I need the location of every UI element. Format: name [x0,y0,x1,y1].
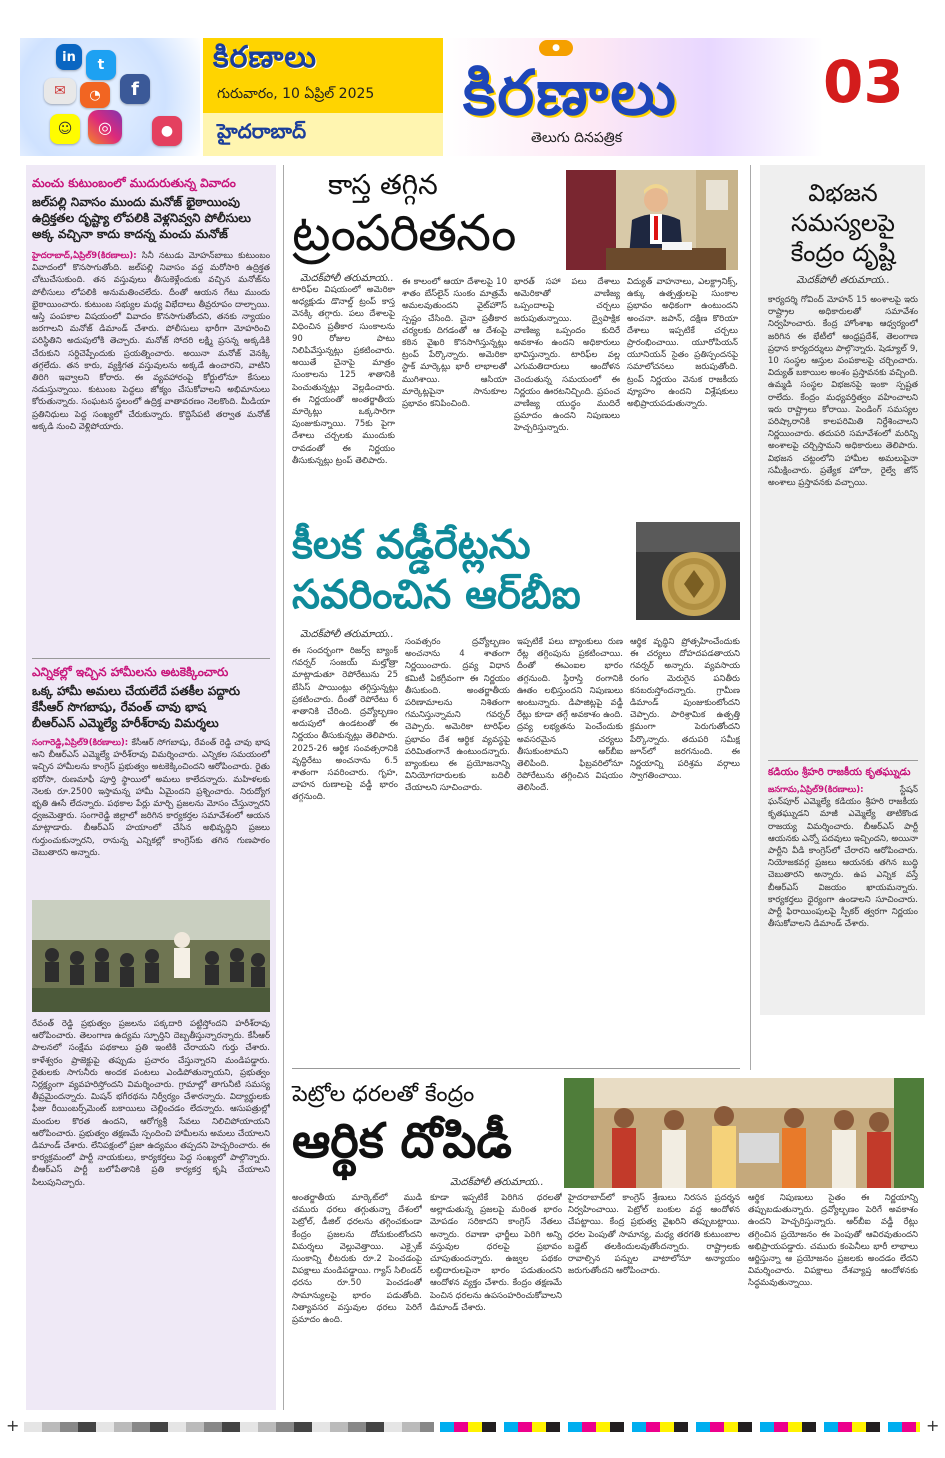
rbi-column-1: ఈ సందర్భంగా రిజర్వ్ బ్యాంక్ గవర్నర్ సంజయ్ మల్హోత్రా మాట్లాడుతూ రెపోరేటును 25 బేసిస్ పాయింట్లు తగ్గిస్తున్నట్లు ప్రకటించారు. దీంతో రెపోరేటు 6 శాతానికి చేరింది. ద్రవ్యోల్బణం అదుపులో ఉండటంతో ఈ నిర్ణయం తీసుకున్నట్లు తెలిపారు. 2025-26 ఆర్థిక సంవత్సరానికి వృద్ధిరేటు అంచనాను 6.5 శాతంగా సవరించారు. గృహ, వాహన రుణాలపై వడ్డీ భారం తగ్గనుంది. [292,646,398,803]
rss-icon: ◔ [80,82,110,108]
story-body-text: కేసీఆర్ సోగబాషు, రేవంత్ రెడ్డి చావు భాష అని బీఆర్ఎస్ ఎమ్మెల్యే హరీశ్‌రావు విమర్శించారు. ఎన్నికల సమయంలో ఇచ్చిన హామీలను కాంగ్రెస్ ప్రభుత్వం అటకెక్కించిందని ఆరోపించారు. రైతు భరోసా, రుణమాఫీ పూర్తి స్థాయిలో అమలు కాలేదన్నారు. మహిళలకు నెలకు రూ.2500 ఇస్తామన్న హామీ ఏమైందని ప్రశ్నించారు. నిరుద్యోగ భృతి ఊసే లేదన్నారు. పథకాల పేర్లు మార్చి ప్రజలను మోసం చేస్తున్నారని ధ్వజమెత్తారు. సంగారెడ్డి జిల్లాలో జరిగిన కార్యకర్తల సమావేశంలో ఆయన మాట్లాడారు. బీఆర్ఎస్ హయాంలో చేసిన అభివృద్ధిని ప్రజలు గుర్తుంచుకున్నారని, రానున్న ఎన్నికల్లో కాంగ్రెస్‌కు తగిన గుణపాఠం చెబుతారని అన్నారు. [32,738,270,858]
headline-small: కాస్త తగ్గిన [328,168,438,201]
instagram-icon: ◎ [88,110,122,144]
masthead [20,38,925,156]
rbi-column-4: ఆర్థిక వృద్ధిని ప్రోత్సహించేందుకు ఈ చర్యలు దోహదపడతాయని గవర్నర్ అన్నారు. వ్యవసాయ రంగం మెరుగైన పనితీరు కనబరుస్తోందన్నారు. గ్రామీణ డిమాండ్ పుంజుకుంటోందని చెప్పారు. పారిశ్రామిక ఉత్పత్తి క్రమంగా పెరుగుతోందని పేర్కొన్నారు. తదుపరి సమీక్ష జూన్‌లో జరగనుంది. ఈ నిర్ణయాన్ని పరిశ్రమ వర్గాలు స్వాగతించాయి. [630,637,740,782]
story-kicker: ఎన్నికల్లో ఇచ్చిన హామీలను అటకెక్కించారు [32,665,229,679]
story-kicker: మంచు కుటుంబంలో ముదురుతున్న వివాదం [32,176,236,190]
logo-badge: ● [539,40,573,56]
headline-line-3: కేంద్రం దృష్టి [790,239,896,267]
story-petrol-headline [292,1080,562,1172]
edition-city: హైదరాబాద్ [217,119,307,143]
story-trump-headline [292,168,562,264]
meeting-photo [32,900,270,1012]
divider [292,1068,740,1069]
temple-event-photo [564,1078,924,1188]
story-dateline: హైదరాబాద్,ఏప్రిల్9(కిరణాలు): [32,251,137,261]
deck-line-3: బీఆర్ఎస్ ఎమ్మెల్యే హరీశ్‌రావు విమర్శలు [32,716,219,730]
column-rule [283,165,284,1410]
story-harish-rao-continued [32,1018,270,1402]
story-rbi-headline [292,520,632,620]
snapchat-icon: ☺ [50,114,80,144]
small-logo: కిరణాలు [213,40,318,75]
newspaper-tagline: తెలుగు దినపత్రిక [531,130,623,146]
trump-byline: మెదక్‌పోలీ తరుమాయ.. [300,273,394,284]
story-body [32,250,270,647]
story-body-text: రేవంత్ రెడ్డి ప్రభుత్వం ప్రజలను పక్కదారి పట్టిస్తోందని హరీశ్‌రావు ఆరోపించారు. తెలంగాణ ఉద్యమ స్ఫూర్తిని దెబ్బతీస్తున్నారన్నారు. కేసీఆర్ పాలనలో సంక్షేమ పథకాలు ప్రతి ఇంటికి చేరాయని గుర్తు చేశారు. కాళేశ్వరం ప్రాజెక్టుపై తప్పుడు ప్రచారం చేస్తున్నారని మండిపడ్డారు. రైతులకు సాగునీరు అందక పంటలు ఎండిపోతున్నాయని, ప్రభుత్వం నిర్లక్ష్యంగా వ్యవహరిస్తోందని విమర్శించారు. గ్రామాల్లో తాగునీటి సమస్య తీవ్రమైందన్నారు. మిషన్ భగీరథను నిర్వీర్యం చేశారన్నారు. విద్యార్థులకు ఫీజు రీయింబర్స్‌మెంట్ బకాయిలు చెల్లించడం లేదన్నారు. ఆసుపత్రుల్లో మందుల కొరత ఉందని, ఆరోగ్యశ్రీ సేవలు నిలిచిపోయాయని ఆరోపించారు. ప్రభుత్వం తక్షణమే స్పందించి హామీలను అమలు చేయాలని డిమాండ్ చేశారు. లేనిపక్షంలో ప్రజా ఉద్యమం తప్పదని హెచ్చరించారు. ఈ కార్యక్రమంలో పార్టీ నాయకులు, కార్యకర్తలు పెద్ద సంఖ్యలో పాల్గొన్నారు. బీఆర్ఎస్ పార్టీ బలోపేతానికి ప్రతి కార్యకర్త కృషి చేయాలని పిలుపునిచ్చారు. [32,1019,270,1188]
linkedin-icon: in [56,44,82,70]
page-number: 03 [823,48,904,116]
story-byline: మెదక్‌పోలీ తరుమాయ.. [796,275,890,286]
petrol-byline: మెదక్‌పోలీ తరుమాయ.. [450,1177,544,1188]
story-kadiyam [768,766,918,1019]
divider [768,760,918,761]
deck-line-2: ఉద్రిక్తతల దృష్ట్యా లోపలికి వెళ్లనివ్వని పోలీసులు [32,211,251,225]
social-icons-cluster [20,38,200,156]
rbi-byline: మెదక్‌పోలీ తరుమాయ.. [300,629,394,640]
story-body-text: సినీ నటుడు మోహన్‌బాబు కుటుంబం వివాదంలో కొనసాగుతోంది. జల్‌పల్లి నివాసం వద్ద మరోసారి ఉద్రిక్తత చోటుచేసుకుంది. తన వస్తువులు తీసుకెళ్లేందుకు వచ్చిన మనోజ్‌ను పోలీసులు లోపలికి అనుమతించలేదు. దీంతో ఆయన గేటు ముందు భైఠాయించారు. కుటుంబ సభ్యుల మధ్య విభేదాలు తీవ్రరూపం దాల్చాయి. ఆస్తి పంపకాల విషయంలో వివాదం కొనసాగుతోందని, తనకు న్యాయం జరగాలని మనోజ్ డిమాండ్ చేశారు. పోలీసులు భారీగా మోహరించి పరిస్థితిని అదుపులోకి తెచ్చారు. మనోజ్ సోదరి లక్ష్మి ప్రసన్న అక్కడికి చేరుకుని సర్దిచెప్పేందుకు ప్రయత్నించారు. అయినా మనోజ్ వెనక్కి తగ్గలేదు. తన కారు, వ్యక్తిగత వస్తువులను అక్కడే ఉంచారని, వాటిని తిరిగి ఇవ్వాలని కోరారు. ఈ వ్యవహారంపై కోర్టులోనూ కేసులు నడుస్తున్నాయి. కుటుంబ పెద్దలు జోక్యం చేసుకోవాలని అభిమానులు కోరుతున్నారు. సంఘటన స్థలంలో ఉద్రిక్త వాతావరణం నెలకొంది. మీడియా ప్రతినిధులు పెద్ద సంఖ్యలో చేరుకున్నారు. కొద్దిసేపటి తర్వాత మనోజ్ అక్కడి నుంచి వెళ్లిపోయారు. [32,251,270,432]
story-harish-rao [32,664,270,877]
trump-column-4: విద్యుత్ వాహనాలు, ఎలక్ట్రానిక్స్, ఉక్కు ఉత్పత్తులపై సుంకాల ప్రభావం అధికంగా ఉంటుందని అంచనా. జపాన్, దక్షిణ కొరియా దేశాలు ఇప్పటికే చర్చలు ప్రారంభించాయి. యూరోపియన్ యూనియన్ సైతం ప్రతిస్పందనపై సమాలోచనలు జరుపుతోంది. ట్రంప్ నిర్ణయం వెనుక రాజకీయ వ్యూహం ఉందని విశ్లేషకులు అభిప్రాయపడుతున్నారు. [627,277,738,410]
headline-line-2: సవరించిన ఆర్‌బీఐ [292,572,581,618]
twitter-icon: t [86,50,116,80]
trump-column-3: భారత్ సహా పలు దేశాలు అమెరికాతో వాణిజ్య ఒప్పందాలపై చర్చలు జరుపుతున్నాయి. ద్వైపాక్షిక వాణిజ్య ఒప్పందం కుదిరే అవకాశం ఉందని అధికారులు భావిస్తున్నారు. టారిఫ్‌ల వల్ల ఎగుమతిదారులు ఆందోళన చెందుతున్న సమయంలో ఈ నిర్ణయం ఊరటనిచ్చింది. ప్రపంచ వాణిజ్య యుద్ధం ముదిరే ప్రమాదం ఉందని నిపుణులు హెచ్చరిస్తున్నారు. [514,277,620,434]
trump-signing-photo [566,170,738,270]
column-rule [750,165,751,1070]
petrol-column-2: కూడా ఇప్పటికే పెరిగిన ధరలతో అల్లాడుతున్న ప్రజలపై మరింత భారం మోపడం సరికాదని కాంగ్రెస్ నేతలు అన్నారు. రవాణా ఛార్జీలు పెరిగి అన్ని వస్తువుల ధరలపై ప్రభావం చూపుతుందన్నారు. ఉజ్వల పథకం లబ్ధిదారులపైనా భారం పడుతుందని ఆందోళన వ్యక్తం చేశారు. కేంద్రం తక్షణమే పెంచిన ధరలను ఉపసంహరించుకోవాలని డిమాండ్ చేశారు. [430,1193,562,1313]
story-manchu-family [32,175,270,647]
deck-line-2: కేసీఆర్ సొగబాషు, రేవంత్ చావు భాష [32,700,207,714]
headline-line-1: పెట్రోల ధరలతో కేంద్రం [292,1082,475,1107]
headline-line-2: సమస్యలపై [791,209,895,237]
city-box [203,113,443,156]
story-dateline: సంగారెడ్డి,ఏప్రిల్9(కిరణాలు): [32,738,129,748]
story-dateline: జనగామ,ఏప్రిల్9(కిరణాలు): [768,785,864,795]
story-body [32,737,270,877]
divider [32,658,270,659]
facebook-icon: f [120,74,150,104]
story-bifurcation [768,178,918,744]
deck-line-3: అక్క వచ్చినా కాదు కాదన్న మంచు మనోజ్ [32,227,228,241]
color-bar [440,1422,920,1432]
rbi-column-2: సంవత్సరం ద్రవ్యోల్బణం అంచనాను 4 శాతంగా నిర్ణయించారు. ద్రవ్య విధాన కమిటీ ఏకగ్రీవంగా ఈ నిర్ణయం తీసుకుంది. అంతర్జాతీయ పరిణామాలను నిశితంగా గమనిస్తున్నామని గవర్నర్ చెప్పారు. అమెరికా టారిఫ్‌ల ప్రభావం దేశ ఆర్థిక వ్యవస్థపై పరిమితంగానే ఉంటుందన్నారు. బ్యాంకులు ఈ ప్రయోజనాన్ని వినియోగదారులకు బదిలీ చేయాలని సూచించారు. [405,637,510,794]
issue-date: గురువారం, 10 ఏప్రిల్ 2025 [217,86,375,102]
registration-mark-icon: + [926,1416,940,1435]
story-body-text: కార్యదర్శి గోవింద్ మోహన్ 15 అంశాలపై ఇరు రాష్ట్రాల అధికారులతో సమావేశం నిర్వహించారు. కేంద్ర హోంశాఖ ఆధ్వర్యంలో జరిగిన ఈ భేటీలో ఆంధ్రప్రదేశ్, తెలంగాణ ప్రధాన కార్యదర్శులు పాల్గొన్నారు. షెడ్యూల్ 9, 10 సంస్థల ఆస్తుల పంపకాలపై చర్చించారు. విద్యుత్ బకాయిల అంశం ప్రస్తావనకు వచ్చింది. ఉమ్మడి సంస్థల విభజనపై ఇంకా స్పష్టత రాలేదు. కేంద్రం మధ్యవర్తిత్వం వహించాలని ఇరు రాష్ట్రాలు కోరాయి. పెండింగ్ సమస్యల పరిష్కారానికి కాలపరిమితి నిర్దేశించాలని నిర్ణయించారు. తదుపరి సమావేశంలో మరిన్ని అంశాలపై చర్చిస్తామని అధికారులు తెలిపారు. విభజన చట్టంలోని హామీల అమలుపైనా సమీక్షించారు. ప్రత్యేక హోదా, రైల్వే జోన్ అంశాలు ప్రస్తావనకు వచ్చాయి. [768,295,918,489]
deck-line-1: జల్‌పల్లి నివాసం ముందు మనోజ్ భైఠాయింపు [32,195,240,209]
headline-line-1: కీలక వడ్డీరేట్లను [292,522,531,568]
story-body [768,784,918,1019]
rbi-column-3: ఇప్పటికే పలు బ్యాంకులు రుణ రేట్ల తగ్గింపును ప్రకటించాయి. దీంతో ఈఎంఐల భారం తగ్గనుంది. స్థిరాస్తి రంగానికి ఊతం లభిస్తుందని నిపుణులు అంటున్నారు. డిపాజిట్లపై వడ్డీ రేట్లు కూడా తగ్గే అవకాశం ఉంది. ద్రవ్య లభ్యతను పెంచేందుకు అవసరమైన చర్యలు తీసుకుంటామని ఆర్‌బీఐ తెలిపింది. ఫిబ్రవరిలోనూ రెపోరేటును తగ్గించిన విషయం తెలిసిందే. [517,637,623,794]
petrol-column-4: ఆర్థిక నిపుణులు సైతం ఈ నిర్ణయాన్ని తప్పుబడుతున్నారు. ద్రవ్యోల్బణం పెరిగే అవకాశం ఉందని హెచ్చరిస్తున్నారు. ఆర్‌బీఐ వడ్డీ రేట్లు తగ్గించిన ప్రయోజనం ఈ పెంపుతో ఆవిరవుతుందని అభిప్రాయపడ్డారు. చమురు కంపెనీలు భారీ లాభాలు ఆర్జిస్తున్నా ఆ ప్రయోజనం ప్రజలకు అందడం లేదని విమర్శించారు. విపక్షాలు దేశవ్యాప్త ఆందోళనకు సిద్ధమవుతున్నాయి. [748,1193,918,1289]
date-box [203,38,443,156]
deck-line-1: ఒక్క హామీ అమలు చేయలేదే పతకీల పద్దారు [32,684,240,698]
color-bar [24,1422,434,1432]
registration-mark-icon: + [6,1416,20,1435]
trump-column-2: ఈ కాలంలో ఆయా దేశాలపై 10 శాతం బేస్‌లైన్ సుంకం మాత్రమే అమలవుతుందని వైట్‌హౌస్ స్పష్టం చేసింది. చైనా ప్రతీకార చర్యలకు దిగడంతో ఆ దేశంపై కఠిన వైఖరి కొనసాగిస్తున్నట్లు ట్రంప్ పేర్కొన్నారు. అమెరికా స్టాక్ మార్కెట్లు భారీ లాభాలతో ముగిశాయి. ఆసియా మార్కెట్లపైనా సానుకూల ప్రభావం కనిపించింది. [402,277,507,410]
trump-column-1: టారిఫ్‌ల విషయంలో అమెరికా అధ్యక్షుడు డొనాల్డ్ ట్రంప్ కాస్త వెనక్కి తగ్గారు. పలు దేశాలపై విధించిన ప్రతీకార సుంకాలను 90 రోజుల పాటు నిలిపివేస్తున్నట్లు ప్రకటించారు. అయితే చైనాపై మాత్రం సుంకాలను 125 శాతానికి పెంచుతున్నట్లు వెల్లడించారు. ఈ నిర్ణయంతో అంతర్జాతీయ మార్కెట్లు ఒక్కసారిగా పుంజుకున్నాయి. 75కు పైగా దేశాలు చర్చలకు ముందుకు రావడంతో ఈ నిర్ణయం తీసుకున్నట్లు ట్రంప్ తెలిపారు. [292,285,395,466]
story-body-text: స్టేషన్ ఘన్‌పూర్ ఎమ్మెల్యే కడియం శ్రీహరి రాజకీయ కృతఘ్నుడని మాజీ ఎమ్మెల్యే తాటికొండ రాజయ్య విమర్శించారు. బీఆర్ఎస్ పార్టీ ఆయనకు ఎన్నో పదవులు ఇచ్చిందని, అయినా పార్టీని వీడి కాంగ్రెస్‌లో చేరారని ఆరోపించారు. నియోజకవర్గ ప్రజలు ఆయనకు తగిన బుద్ధి చెబుతారని అన్నారు. ఉప ఎన్నిక వస్తే బీఆర్ఎస్ విజయం ఖాయమన్నారు. కార్యకర్తలు ధైర్యంగా ఉండాలని సూచించారు. పార్టీ ఫిరాయింపులపై స్పీకర్ త్వరగా నిర్ణయం తీసుకోవాలని డిమాండ్ చేశారు. [768,785,918,930]
logo-area [443,38,823,156]
newspaper-logo: కిరణాలు [463,56,678,129]
email-icon: ✉ [44,78,76,104]
share-icon: ● [152,116,182,146]
story-kicker: కడియం శ్రీహరి రాజకీయ కృతఘ్నుడు [768,767,911,778]
headline-line-1: విభజన [808,179,878,207]
headline-big: ట్రంపరితనం [292,204,516,262]
rbi-emblem-photo [636,522,740,620]
petrol-column-1: అంతర్జాతీయ మార్కెట్‌లో ముడి చమురు ధరలు తగ్గుతున్నా దేశంలో పెట్రోల్, డీజిల్ ధరలను తగ్గించకుండా కేంద్రం ప్రజలను దోచుకుంటోందని విమర్శలు వెల్లువెత్తాయి. ఎక్సైజ్ సుంకాన్ని లీటరుకు రూ.2 పెంచడంపై విపక్షాలు మండిపడ్డాయి. గ్యాస్ సిలిండర్ ధరను రూ.50 పెంచడంతో సామాన్యులపై భారం పడుతోంది. నిత్యావసర వస్తువుల ధరలు పెరిగే ప్రమాదం ఉంది. [292,1193,422,1326]
petrol-column-3: హైదరాబాద్‌లో కాంగ్రెస్ శ్రేణులు నిరసన ప్రదర్శన నిర్వహించాయి. పెట్రోల్ బంకుల వద్ద ఆందోళన చేపట్టాయి. కేంద్ర ప్రభుత్వ వైఖరిని తప్పుబట్టాయి. ధరల పెంపుతో సామాన్య, మధ్య తరగతి కుటుంబాల బడ్జెట్ తలకిందులవుతోందన్నారు. రాష్ట్రాలకు రావాల్సిన పన్నుల వాటాలోనూ అన్యాయం జరుగుతోందని ఆరోపించారు. [568,1193,740,1277]
print-registration-strip [0,1412,945,1442]
headline-line-2: ఆర్థిక దోపిడీ [292,1113,512,1169]
